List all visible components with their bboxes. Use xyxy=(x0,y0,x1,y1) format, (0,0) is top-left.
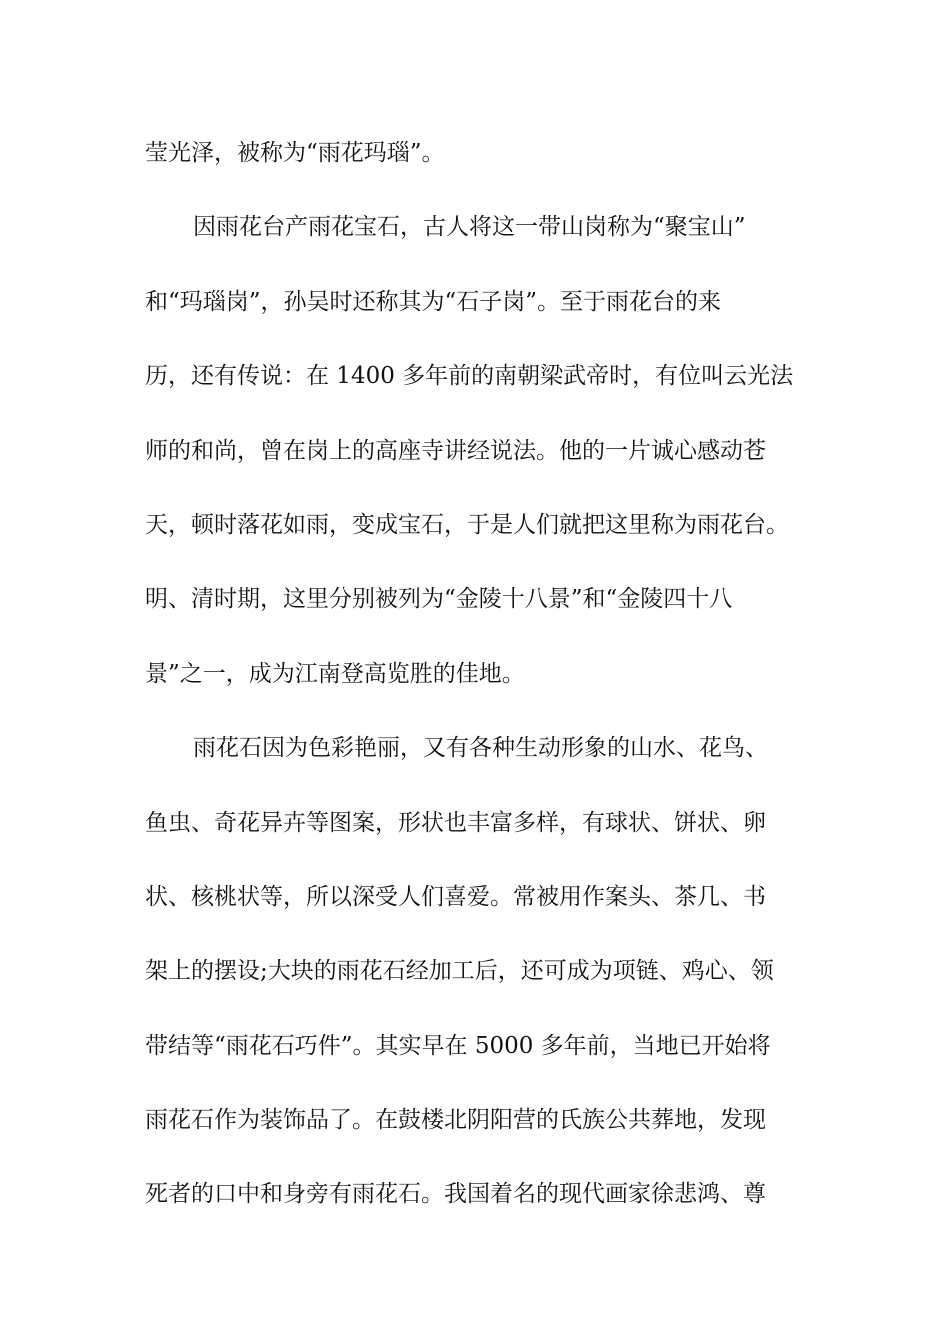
text-line: 师的和尚，曾在岗上的高座寺讲经说法。他的一片诚心感动苍 xyxy=(145,437,766,464)
text-line: 雨花石作为装饰品了。在鼓楼北阴阳营的氏族公共葬地，发现 xyxy=(145,1107,766,1134)
text-line: 明、清时期，这里分别被列为“金陵十八景”和“金陵四十八 xyxy=(145,586,733,613)
text-line: 景”之一，成为江南登高览胜的佳地。 xyxy=(145,660,525,687)
text-line: 架上的摆设;大块的雨花石经加工后，还可成为项链、鸡心、领 xyxy=(145,958,774,985)
text-line: 历，还有传说：在 1400 多年前的南朝梁武帝时，有位叫云光法 xyxy=(145,363,794,390)
text-line: 和“玛瑙岗”，孙吴时还称其为“石子岗”。至于雨花台的来 xyxy=(145,288,722,315)
text-line: 莹光泽，被称为“雨花玛瑙”。 xyxy=(145,140,445,166)
text-line: 状、核桃状等，所以深受人们喜爱。常被用作案头、茶几、书 xyxy=(145,883,766,910)
text-line: 天，顿时落花如雨，变成宝石，于是人们就把这里称为雨花台。 xyxy=(145,511,789,538)
text-line: 带结等“雨花石巧件”。其实早在 5000 多年前，当地已开始将 xyxy=(145,1032,771,1059)
body-text xyxy=(145,125,825,1241)
paragraph-start-line: 因雨花台产雨花宝石，古人将这一带山岗称为“聚宝山” xyxy=(193,214,746,241)
text-line: 死者的口中和身旁有雨花石。我国着名的现代画家徐悲鸿、尊 xyxy=(145,1181,766,1208)
text-line: 鱼虫、奇花异卉等图案，形状也丰富多样，有球状、饼状、卵 xyxy=(145,809,766,836)
paragraph-start-line: 雨花石因为色彩艳丽，又有各种生动形象的山水、花鸟、 xyxy=(193,735,768,762)
